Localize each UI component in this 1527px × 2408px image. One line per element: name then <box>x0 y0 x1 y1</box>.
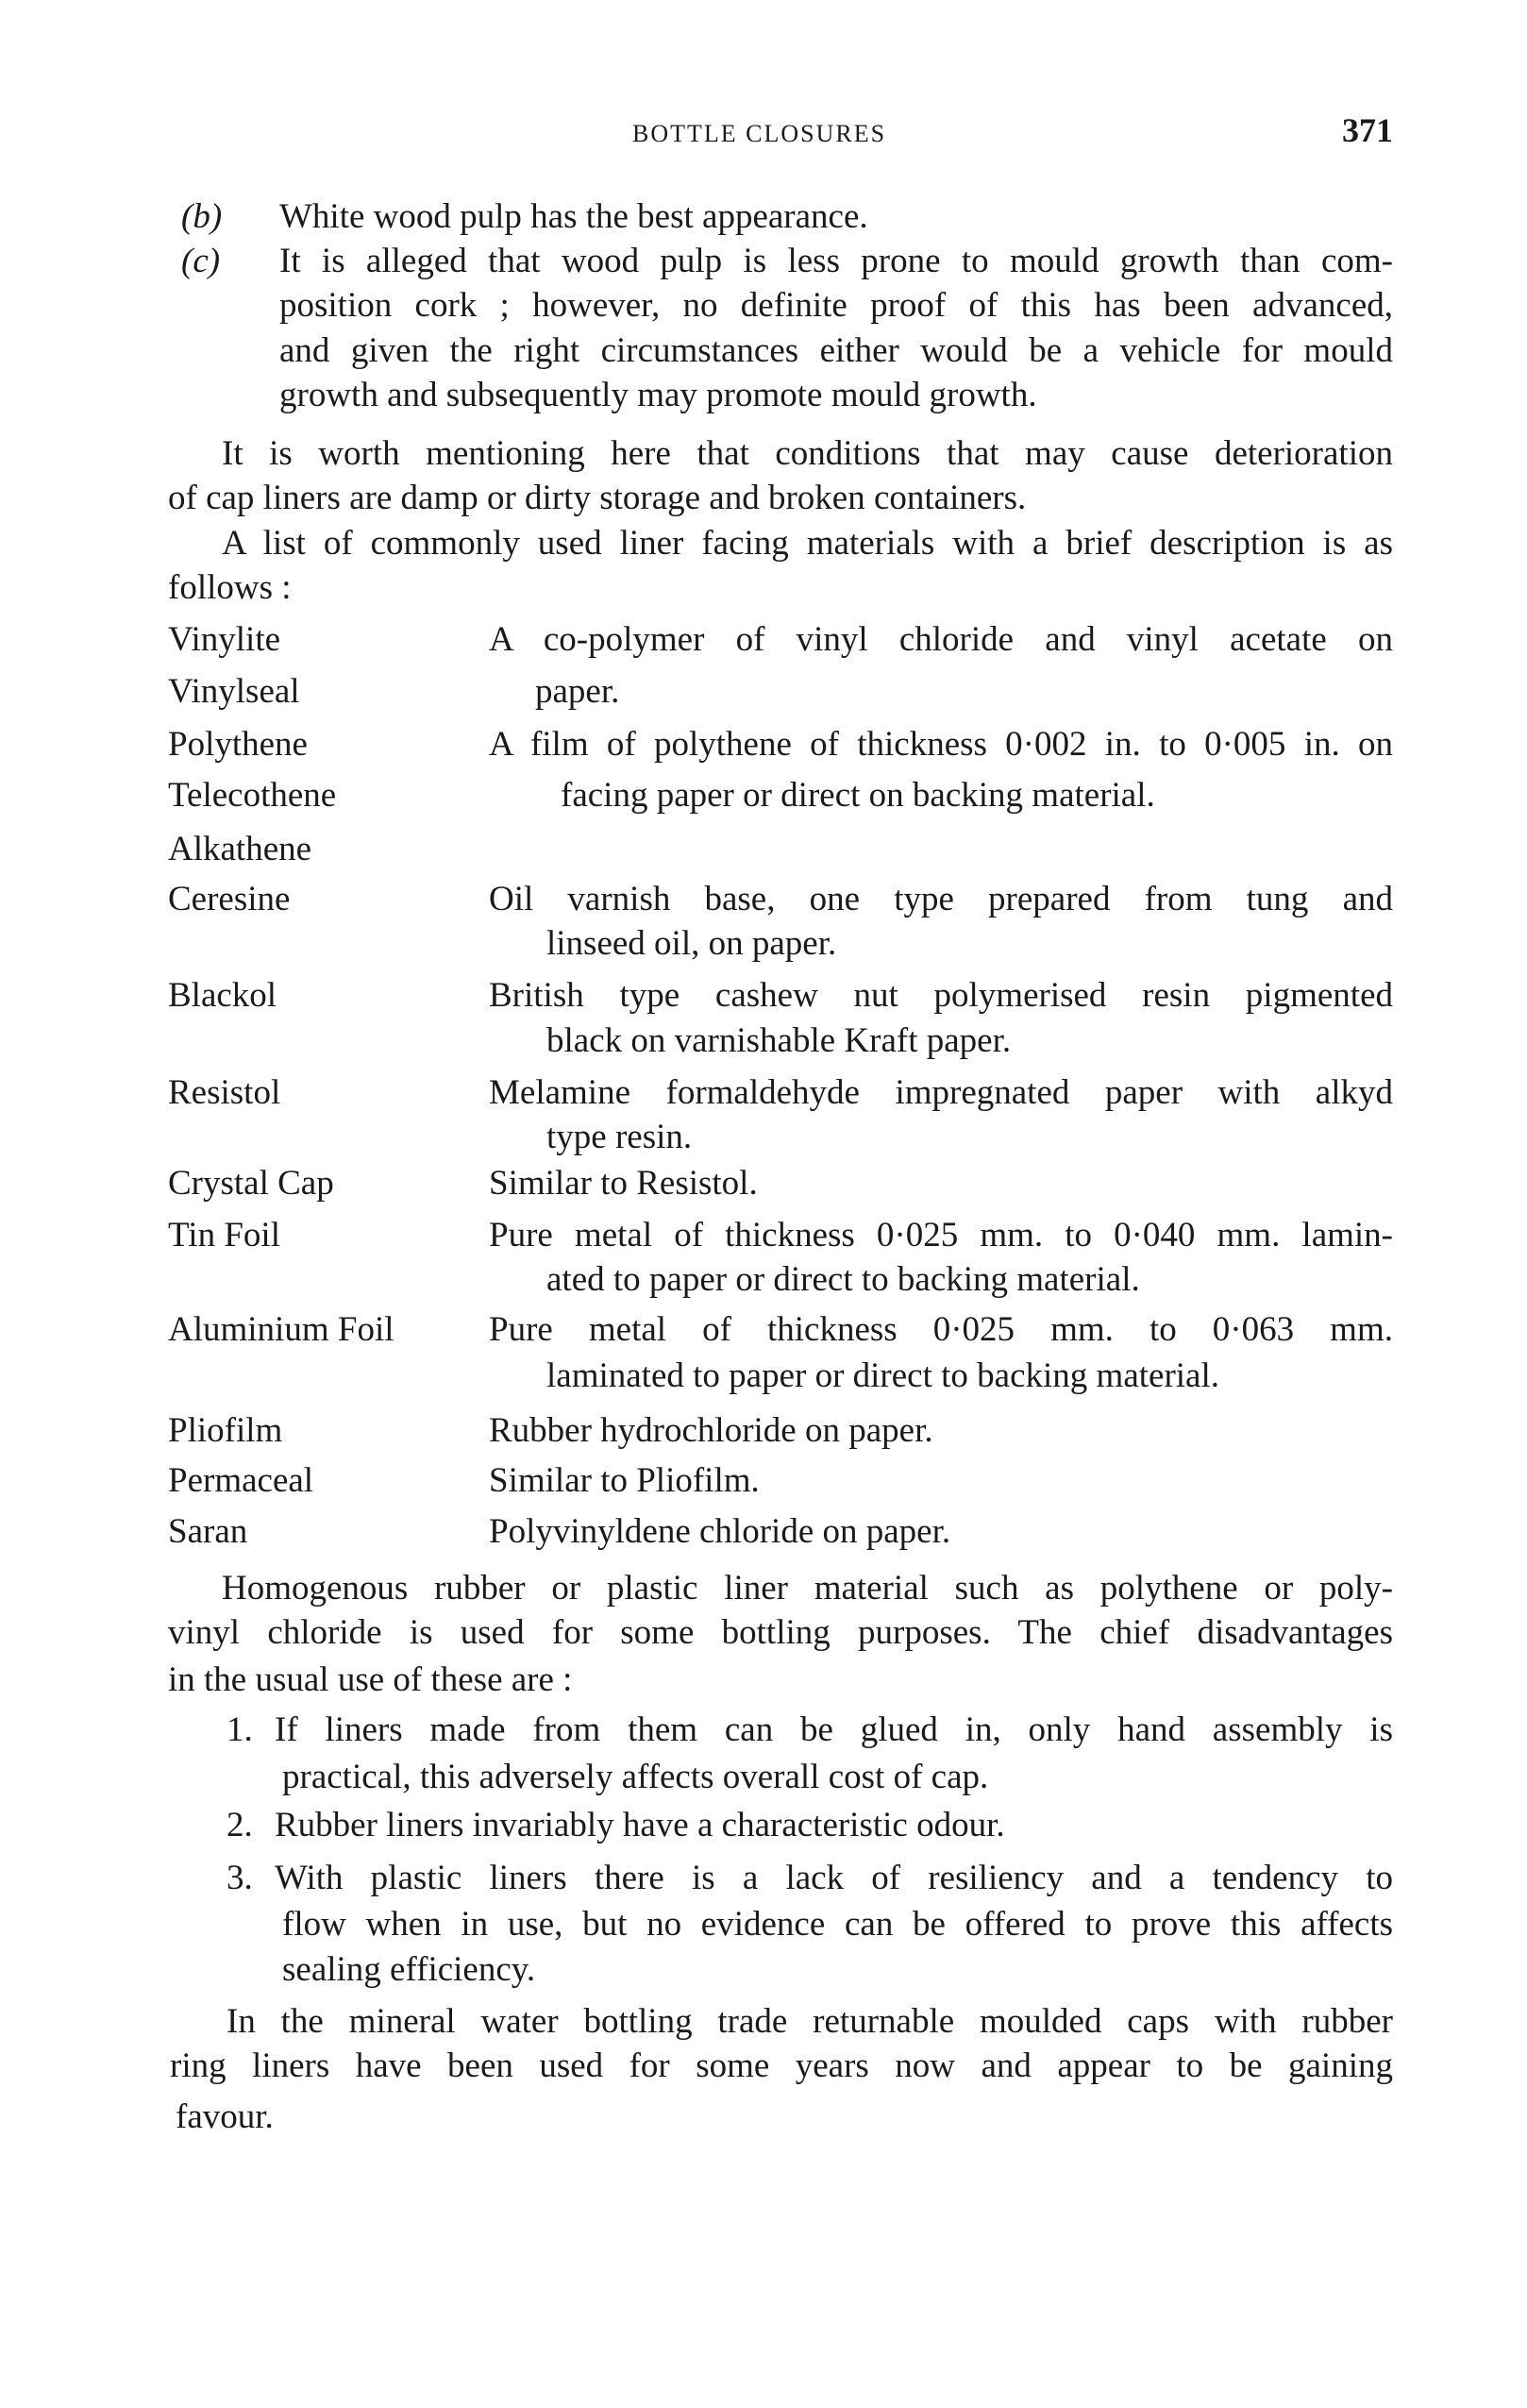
material-description: Melamine formaldehyde impregnated paper with alkyd <box>489 1073 1393 1112</box>
paragraph-line: ring liners have been used for some years now and appear to be gaining <box>170 2046 1393 2085</box>
list-marker: 2. <box>227 1806 253 1844</box>
material-name: Vinylite <box>168 620 281 659</box>
material-description: facing paper or direct on backing material. <box>561 776 1155 815</box>
material-description: paper. <box>535 672 620 711</box>
material-description: linseed oil, on paper. <box>546 924 837 963</box>
material-description: British type cashew nut polymerised resin pigmented <box>489 976 1393 1015</box>
material-name: Ceresine <box>168 880 291 918</box>
material-description: Polyvinyldene chloride on paper. <box>489 1512 951 1551</box>
material-description: ated to paper or direct to backing material. <box>546 1260 1140 1299</box>
material-name: Vinylseal <box>168 672 300 711</box>
material-description: Similar to Pliofilm. <box>489 1461 760 1500</box>
material-description: Oil varnish base, one type prepared from tung and <box>489 880 1393 918</box>
material-name: Telecothene <box>168 776 337 815</box>
list-item-line: practical, this adversely affects overall cost of cap. <box>282 1758 989 1796</box>
material-description: Similar to Resistol. <box>489 1164 758 1203</box>
material-name: Saran <box>168 1512 248 1551</box>
list-item-line: If liners made from them can be glued in, only hand assembly is <box>275 1710 1393 1749</box>
material-description: Pure metal of thickness 0·025 mm. to 0·040 mm. lamin- <box>489 1216 1393 1255</box>
list-marker: 3. <box>227 1859 253 1897</box>
material-name: Permaceal <box>168 1461 314 1500</box>
material-description: Rubber hydrochloride on paper. <box>489 1411 933 1450</box>
material-name: Tin Foil <box>168 1216 280 1255</box>
material-name: Pliofilm <box>168 1411 283 1450</box>
material-description: A film of polythene of thickness 0·002 in. to 0·005 in. on <box>489 725 1393 764</box>
item-c-line: position cork ; however, no definite proof of this has been advanced, <box>279 286 1393 325</box>
material-name: Aluminium Foil <box>168 1310 394 1349</box>
paragraph-line: A list of commonly used liner facing materials with a brief description is as <box>222 524 1393 563</box>
material-name: Polythene <box>168 725 308 764</box>
paragraph-line: follows : <box>168 568 292 607</box>
item-c-line: growth and subsequently may promote mould growth. <box>279 376 1037 414</box>
paragraph-line: in the usual use of these are : <box>168 1660 573 1699</box>
material-description: Pure metal of thickness 0·025 mm. to 0·063 mm. <box>489 1310 1393 1349</box>
page-number: 371 <box>1342 111 1393 149</box>
item-c-line: It is alleged that wood pulp is less prone to mould growth than com- <box>279 242 1393 280</box>
material-name: Alkathene <box>168 830 312 868</box>
paragraph-line: vinyl chloride is used for some bottling purposes. The chief disadvantages <box>168 1613 1393 1652</box>
paragraph-line: of cap liners are damp or dirty storage and broken containers. <box>168 479 1027 517</box>
list-item-line: With plastic liners there is a lack of resiliency and a tendency to <box>275 1859 1393 1897</box>
material-description: type resin. <box>546 1118 693 1156</box>
item-c-line: and given the right circumstances either would be a vehicle for mould <box>279 331 1393 370</box>
paragraph-line: It is worth mentioning here that conditions that may cause deterioration <box>222 434 1393 473</box>
material-description: A co-polymer of vinyl chloride and vinyl acetate on <box>489 620 1393 659</box>
list-marker: 1. <box>227 1710 253 1749</box>
material-name: Resistol <box>168 1073 281 1112</box>
item-marker-b: (b) <box>181 197 223 236</box>
item-marker-c: (c) <box>181 242 221 280</box>
list-item-line: sealing efficiency. <box>282 1950 536 1989</box>
list-item-line: Rubber liners invariably have a characteristic odour. <box>275 1806 1005 1844</box>
paragraph-line: favour. <box>176 2097 274 2136</box>
paragraph-line: Homogenous rubber or plastic liner material such as polythene or poly- <box>222 1569 1393 1608</box>
running-title: BOTTLE CLOSURES <box>632 120 887 147</box>
material-name: Crystal Cap <box>168 1164 334 1203</box>
list-item-line: flow when in use, but no evidence can be offered to prove this affects <box>282 1905 1393 1944</box>
material-name: Blackol <box>168 976 277 1015</box>
paragraph-line: In the mineral water bottling trade returnable moulded caps with rubber <box>227 2002 1393 2041</box>
item-b-line: White wood pulp has the best appearance. <box>279 197 868 236</box>
material-description: laminated to paper or direct to backing material. <box>546 1356 1219 1395</box>
material-description: black on varnishable Kraft paper. <box>546 1021 1012 1060</box>
